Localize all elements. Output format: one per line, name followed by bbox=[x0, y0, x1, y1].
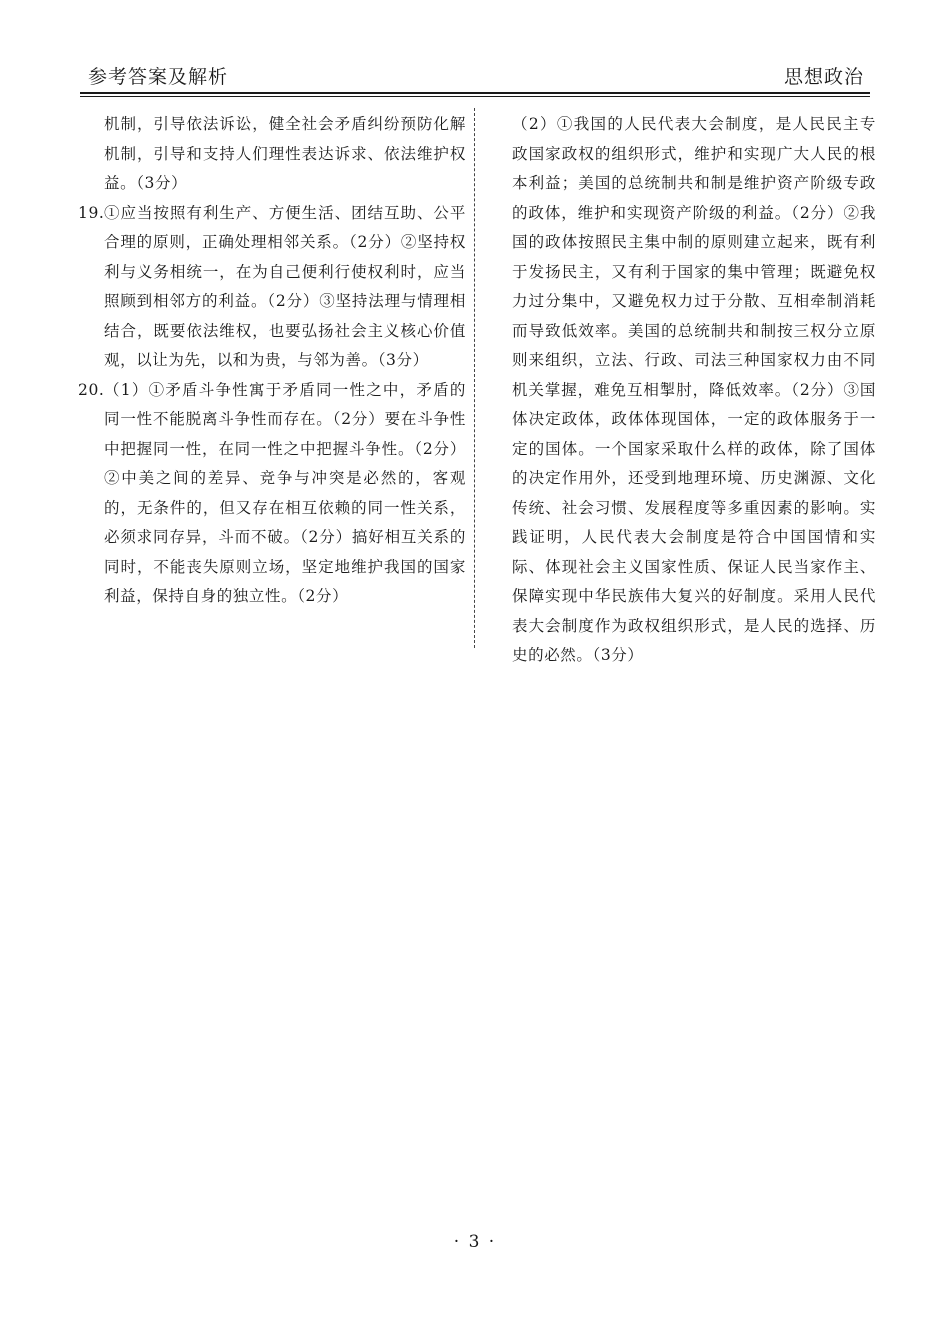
answer-item-19 bbox=[78, 199, 466, 376]
continued-answer: 机制，引导依法诉讼，健全社会矛盾纠纷预防化解机制，引导和支持人们理性表达诉求、依法维护权益。（3分） bbox=[104, 115, 466, 192]
answer-item-20 bbox=[78, 376, 466, 612]
item-number: 20. bbox=[78, 380, 105, 399]
header-left-title: 参考答案及解析 bbox=[88, 66, 229, 88]
item-text: （1）①矛盾斗争性寓于矛盾同一性之中，矛盾的同一性不能脱离斗争性而存在。（2分）要在斗争性中把握同一性，在同一性之中把握斗争性。（2分）②中美之间的差异、竞争与冲突是必然的，客观的，无条件的，但又存在相互依赖的同一性关系，必须求同存异，斗而不破。（2分）搞好相互关系的同时，不能丧失原则立场，坚定地维护我国的国家利益，保持自身的独立性。（2分） bbox=[104, 380, 466, 605]
page-number: · 3 · bbox=[453, 1232, 497, 1252]
answer-item-20-part-2: （2）①我国的人民代表大会制度，是人民民主专政国家政权的组织形式，维护和实现广大人民的根本利益；美国的总统制共和制是维护资产阶级专政的政体，维护和实现资产阶级的利益。（2分）②我国的政体按照民主集中制的原则建立起来，既有利于发扬民主，又有利于国家的集中管理；既避免权力过分集中，又避免权力过于分散、互相牵制消耗而导致低效率。美国的总统制共和制按三权分立原则来组织，立法、行政、司法三种国家权力由不同机关掌握，难免互相掣肘，降低效率。（2分）③国体决定政体，政体体现国体，一定的政体服务于一定的国体。一个国家采取什么样的政体，除了国体的决定作用外，还受到地理环境、历史渊源、文化传统、社会习惯、发展程度等多重因素的影响。实践证明，人民代表大会制度是符合中国国情和实际、体现社会主义国家性质、保证人民当家作主、保障实现中华民族伟大复兴的好制度。采用人民代表大会制度作为政权组织形式，是人民的选择、历史的必然。（3分） bbox=[512, 115, 876, 664]
header-rule bbox=[80, 92, 870, 94]
header-rule-thin bbox=[80, 96, 870, 97]
item-text: ①应当按照有利生产、方便生活、团结互助、公平合理的原则，正确处理相邻关系。（2分）②坚持权利与义务相统一，在为自己便利行使权利时，应当照顾到相邻方的利益。（2分）③坚持法理与情理相结合，既要依法维权，也要弘扬社会主义核心价值观，以让为先，以和为贵，与邻为善。（3分） bbox=[104, 203, 466, 369]
column-divider bbox=[474, 108, 475, 648]
header-subject: 思想政治 bbox=[783, 66, 864, 88]
right-column bbox=[512, 110, 876, 671]
item-number: 19. bbox=[78, 203, 105, 222]
left-column bbox=[78, 110, 466, 612]
